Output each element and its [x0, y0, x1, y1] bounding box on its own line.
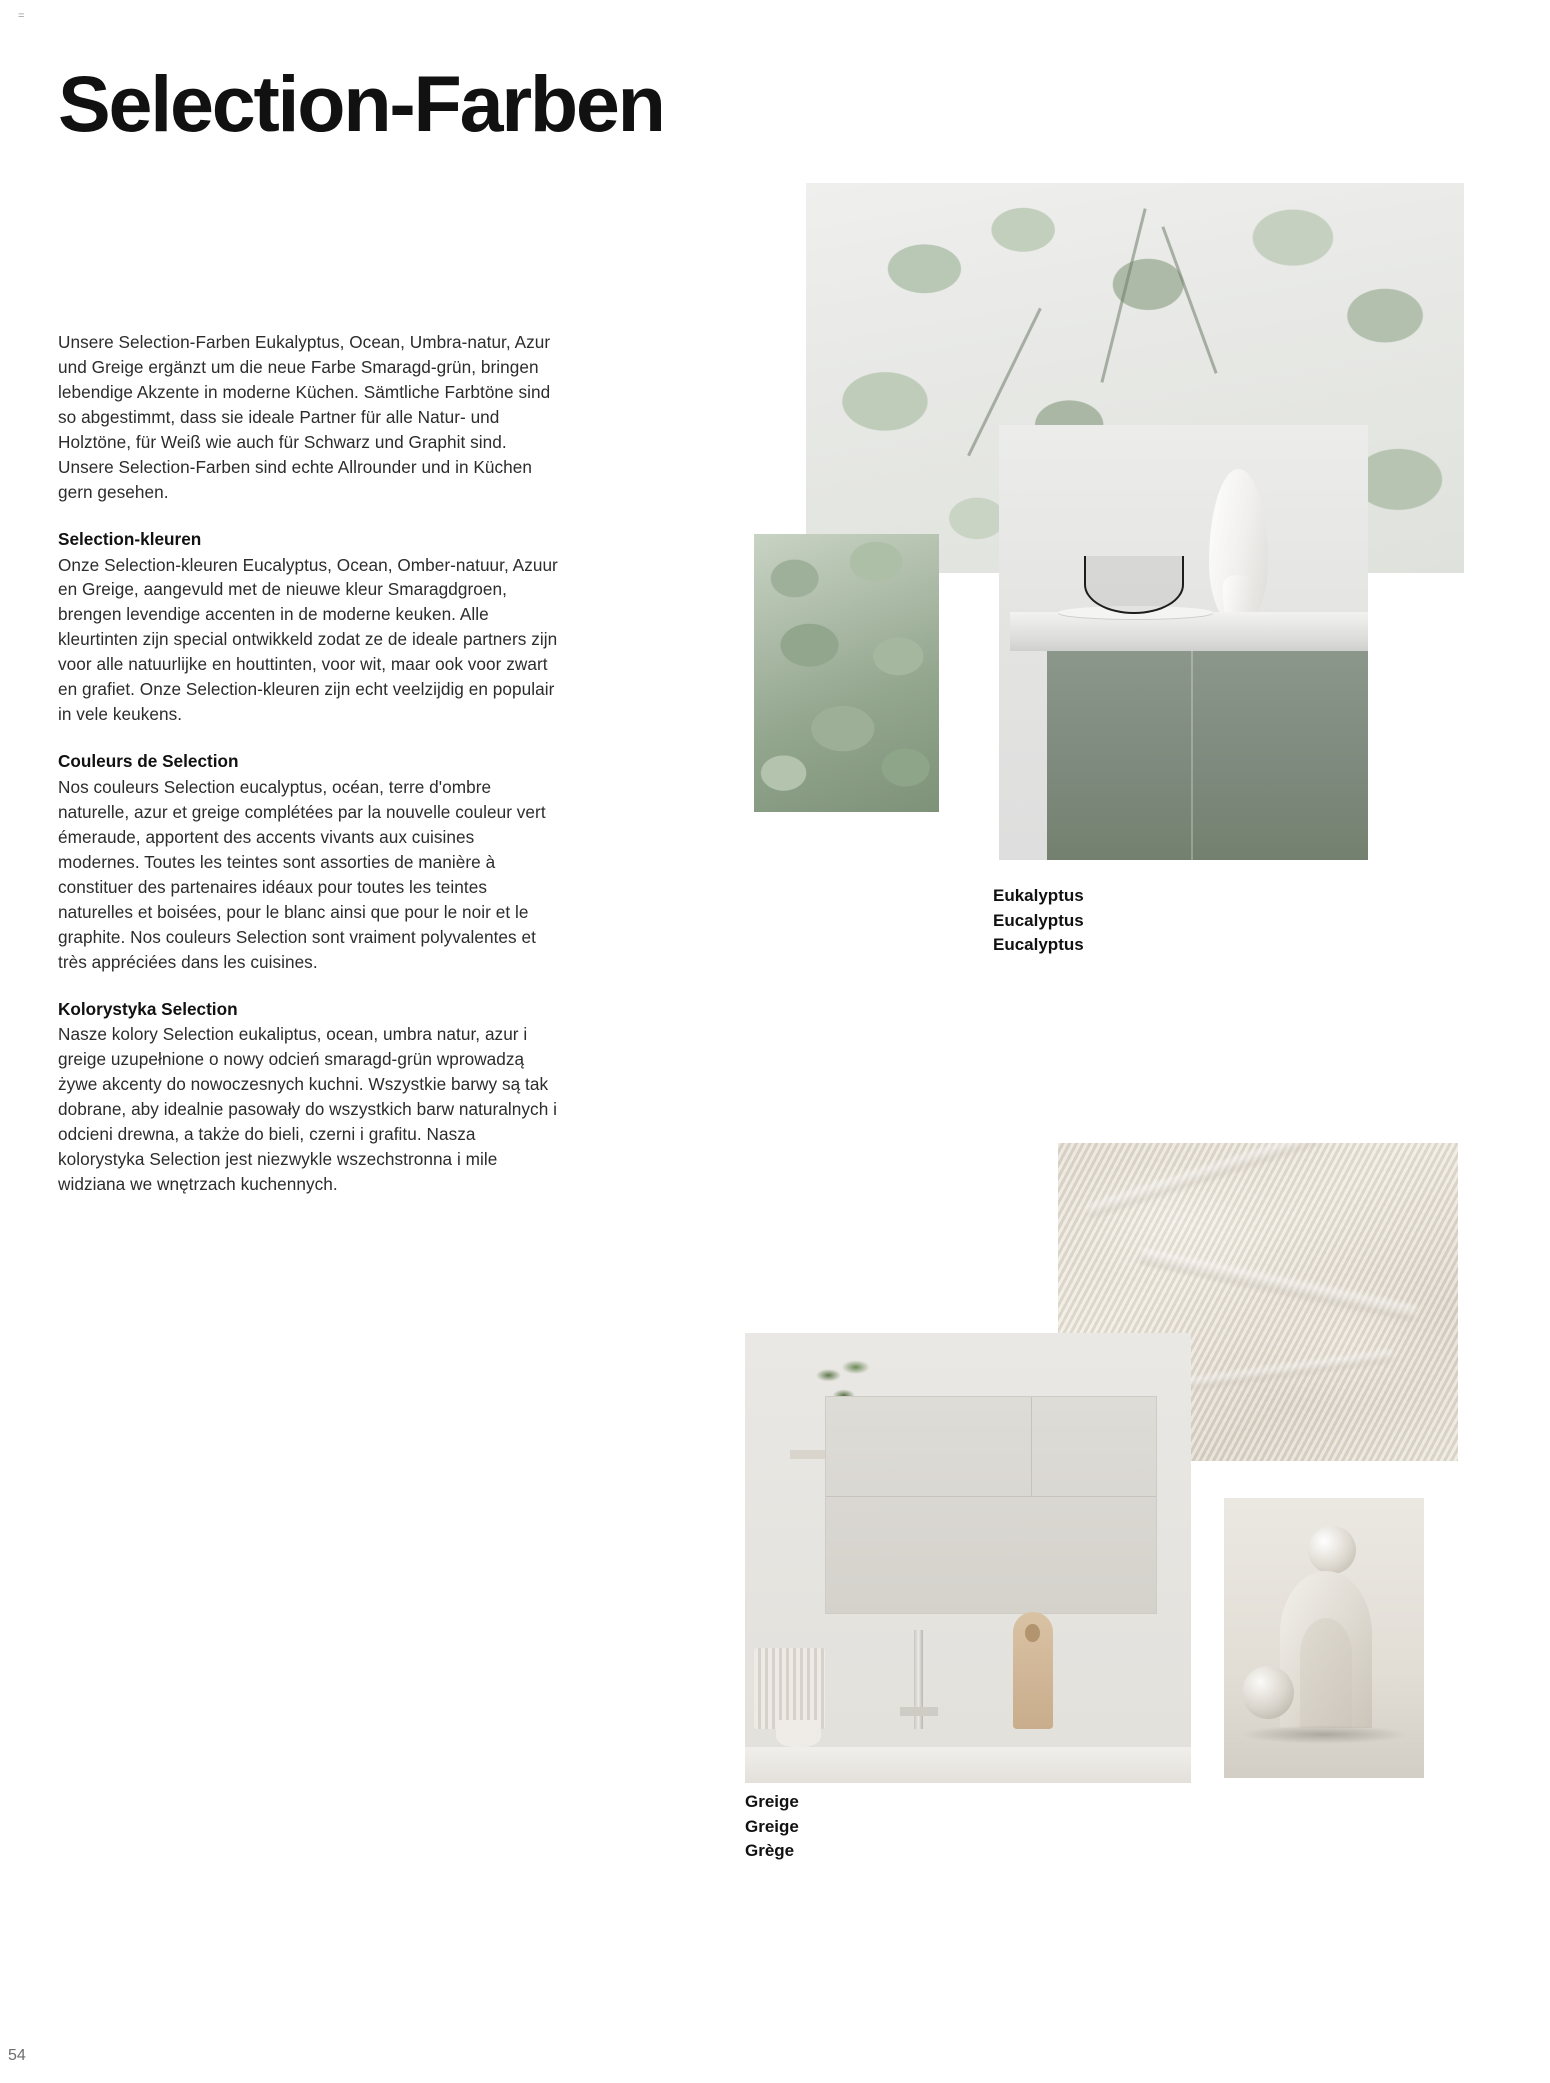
- caption-line: Eukalyptus: [993, 886, 1084, 905]
- greige-kitchen-photo: [745, 1333, 1191, 1783]
- arch-shape: [1280, 1571, 1372, 1728]
- section-paragraph-fr: Nos couleurs Selection eucalyptus, océan, terre d'ombre naturelle, azur et greige complétées par la nouvelle couleur vert émeraude, apportent des accents vivants aux cuisines modernes. Toutes les teintes sont assorties de manière à constituer des partenaires idéaux pour toutes les teintes naturelles et boisées, pour le blanc ainsi que pour le noir et le graphite. Nos couleurs Selection sont vraiment polyvalentes et très appréciées dans les cuisines.: [58, 777, 546, 972]
- greige-caption: [745, 1790, 799, 1864]
- plate-rack-shape: [754, 1648, 825, 1729]
- kitchen-counter: [745, 1747, 1191, 1783]
- corner-crop-mark-glyph: =: [18, 10, 25, 22]
- text-column: [58, 330, 558, 1197]
- green-cabinet-still-life-photo: [999, 425, 1368, 860]
- sphere-shape: [1242, 1666, 1294, 1719]
- eucalyptus-caption: [993, 884, 1084, 958]
- fabric-fold: [1139, 1248, 1416, 1322]
- wire-bowl-shape: [1084, 556, 1184, 615]
- caption-line: Greige: [745, 1816, 799, 1836]
- intro-paragraph-de: Unsere Selection-Farben Eukalyptus, Ocean, Umbra-natur, Azur und Greige ergänzt um die neue Farbe Smaragd-grün, bringen lebendige Akzente in moderne Küchen. Sämtliche Farbtöne sind so abgestimmt, dass sie ideale Partner für alle Natur- und Holztöne, für Weiß wie auch für Schwarz und Graphit sind. Unsere Selection-Farben sind echte Allrounder und in Küchen gern gesehen.: [58, 332, 551, 502]
- eucalyptus-closeup-photo: [754, 534, 939, 812]
- cutting-board-shape: [1013, 1612, 1053, 1729]
- panel-line: [826, 1496, 1156, 1497]
- faucet-shape: [914, 1630, 923, 1729]
- caption-line: Eucalyptus: [993, 935, 1084, 955]
- decorative-stem: [1161, 226, 1217, 374]
- wall-panel: [825, 1396, 1157, 1614]
- cup-shape: [776, 1720, 821, 1747]
- fabric-fold: [1086, 1143, 1319, 1219]
- sphere-shape: [1308, 1526, 1356, 1574]
- countertop: [1010, 612, 1368, 651]
- page-number: 54: [8, 2047, 26, 2064]
- section-paragraph-pl: Nasze kolory Selection eukaliptus, ocean, umbra natur, azur i greige uzupełnione o nowy odcień smaragd-grün wprowadzą żywe akcenty do nowoczesnych kuchni. Wszystkie barwy są tak dobrane, aby idealnie pasowały do wszystkich barw naturalnych i odcieni drewna, a także do bieli, czerni i grafitu. Nasza kolorystyka Selection jest niezwykle wszechstronna i mile widziana we wnętrzach kuchennych.: [58, 1024, 557, 1195]
- object-shadow: [1240, 1725, 1408, 1745]
- section-heading-pl: Kolorystyka Selection: [58, 998, 238, 1019]
- cabinet-door-gap: [1191, 651, 1193, 860]
- section-heading-nl: Selection-kleuren: [58, 528, 202, 549]
- greige-objects-still-life-photo: [1224, 1498, 1424, 1778]
- corner-crop-mark: [18, 10, 30, 24]
- section-paragraph-nl: Onze Selection-kleuren Eucalyptus, Ocean, Omber-natuur, Azuur en Greige, aangevuld met de nieuwe kleur Smaragdgroen, brengen levendige accenten in de moderne keuken. Alle kleurtinten zijn special ontwikkeld zodat ze de ideale partners zijn voor alle natuurlijke en houttinten, voor wit, maar ook voor zwart en grafiet. Onze Selection-kleuren zijn echt veelzijdig en populair in vele keukens.: [58, 554, 558, 725]
- section-heading-fr: Couleurs de Selection: [58, 751, 239, 772]
- page-title: Selection-Farben: [58, 58, 664, 148]
- caption-line: Eucalyptus: [993, 910, 1084, 930]
- caption-line: Grège: [745, 1841, 795, 1861]
- cabinet-body: [1047, 651, 1368, 860]
- decorative-stem: [1100, 209, 1146, 384]
- cabinet-wall: [999, 425, 1368, 625]
- panel-line: [1031, 1397, 1032, 1496]
- caption-line: Greige: [745, 1792, 799, 1811]
